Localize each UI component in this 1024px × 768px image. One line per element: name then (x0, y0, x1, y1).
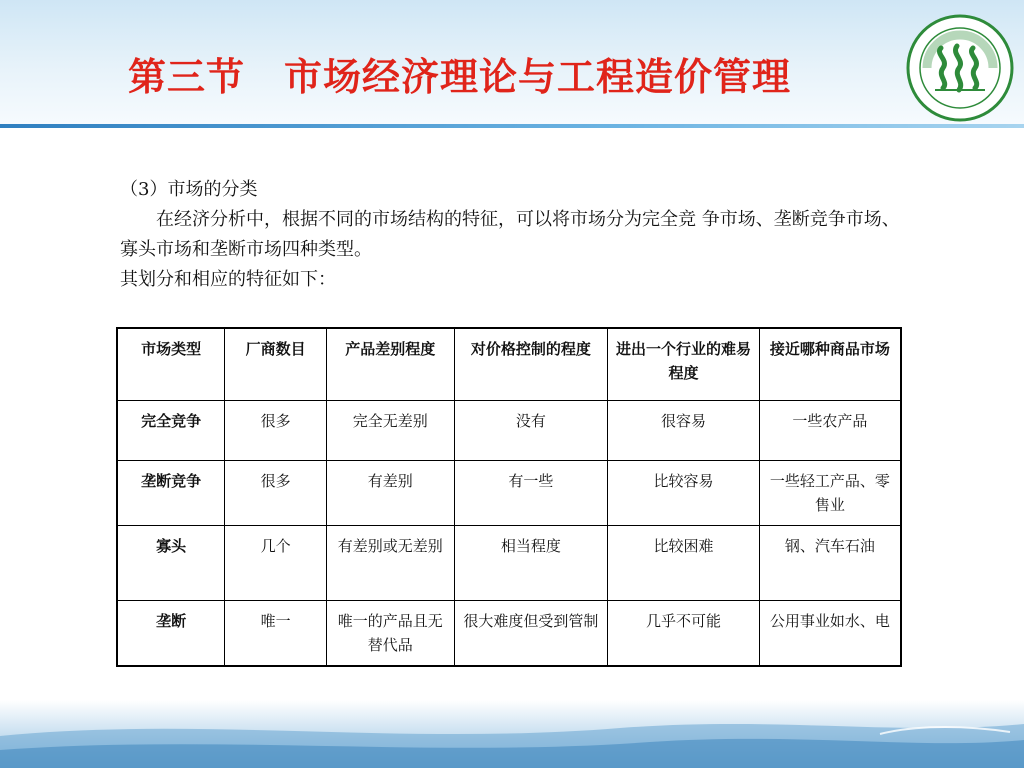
table-cell: 唯一的产品且无替代品 (326, 600, 454, 666)
section-heading: （3）市场的分类 (120, 179, 258, 200)
table-header-row (117, 328, 901, 400)
table-cell: 很多 (225, 460, 327, 525)
table-cell: 有差别 (326, 460, 454, 525)
table-cell: 很容易 (608, 400, 760, 460)
market-type-cell: 垄断 (117, 600, 225, 666)
table-cell: 公用事业如水、电 (759, 600, 901, 666)
table-cell: 有差别或无差别 (326, 525, 454, 600)
table-row (117, 460, 901, 525)
table-cell: 很大难度但受到管制 (454, 600, 608, 666)
university-logo (905, 10, 1015, 125)
header-cell: 产品差别程度 (326, 328, 454, 400)
header-cell: 接近哪种商品市场 (759, 328, 901, 400)
table-cell: 没有 (454, 400, 608, 460)
table-cell: 几乎不可能 (608, 600, 760, 666)
market-type-cell: 寡头 (117, 525, 225, 600)
table-cell: 一些轻工产品、零售业 (759, 460, 901, 525)
header-cell: 进出一个行业的难易程度 (608, 328, 760, 400)
footer-wave-decoration (0, 706, 1024, 768)
header-rule (0, 124, 1024, 128)
market-type-cell: 垄断竞争 (117, 460, 225, 525)
slide-title: 第三节 市场经济理论与工程造价管理 (128, 55, 792, 99)
header-cell: 厂商数目 (225, 328, 327, 400)
table-cell: 比较困难 (608, 525, 760, 600)
market-type-cell: 完全竞争 (117, 400, 225, 460)
content-block (120, 175, 910, 295)
table-cell: 很多 (225, 400, 327, 460)
table-row (117, 525, 901, 600)
table-cell: 几个 (225, 525, 327, 600)
header-cell: 市场类型 (117, 328, 225, 400)
table-cell: 比较容易 (608, 460, 760, 525)
table-row (117, 400, 901, 460)
market-type-table (116, 327, 902, 667)
table-cell: 完全无差别 (326, 400, 454, 460)
table-cell: 有一些 (454, 460, 608, 525)
intro-paragraph: 在经济分析中，根据不同的市场结构的特征，可以将市场分为完全竞 争市场、垄断竞争市场、寡头市场和垄断市场四种类型。 (120, 209, 900, 260)
table-cell: 相当程度 (454, 525, 608, 600)
header-cell: 对价格控制的程度 (454, 328, 608, 400)
table-row (117, 600, 901, 666)
table-cell: 唯一 (225, 600, 327, 666)
lead-sentence: 其划分和相应的特征如下： (120, 269, 336, 290)
table-cell: 钢、汽车石油 (759, 525, 901, 600)
table-cell: 一些农产品 (759, 400, 901, 460)
